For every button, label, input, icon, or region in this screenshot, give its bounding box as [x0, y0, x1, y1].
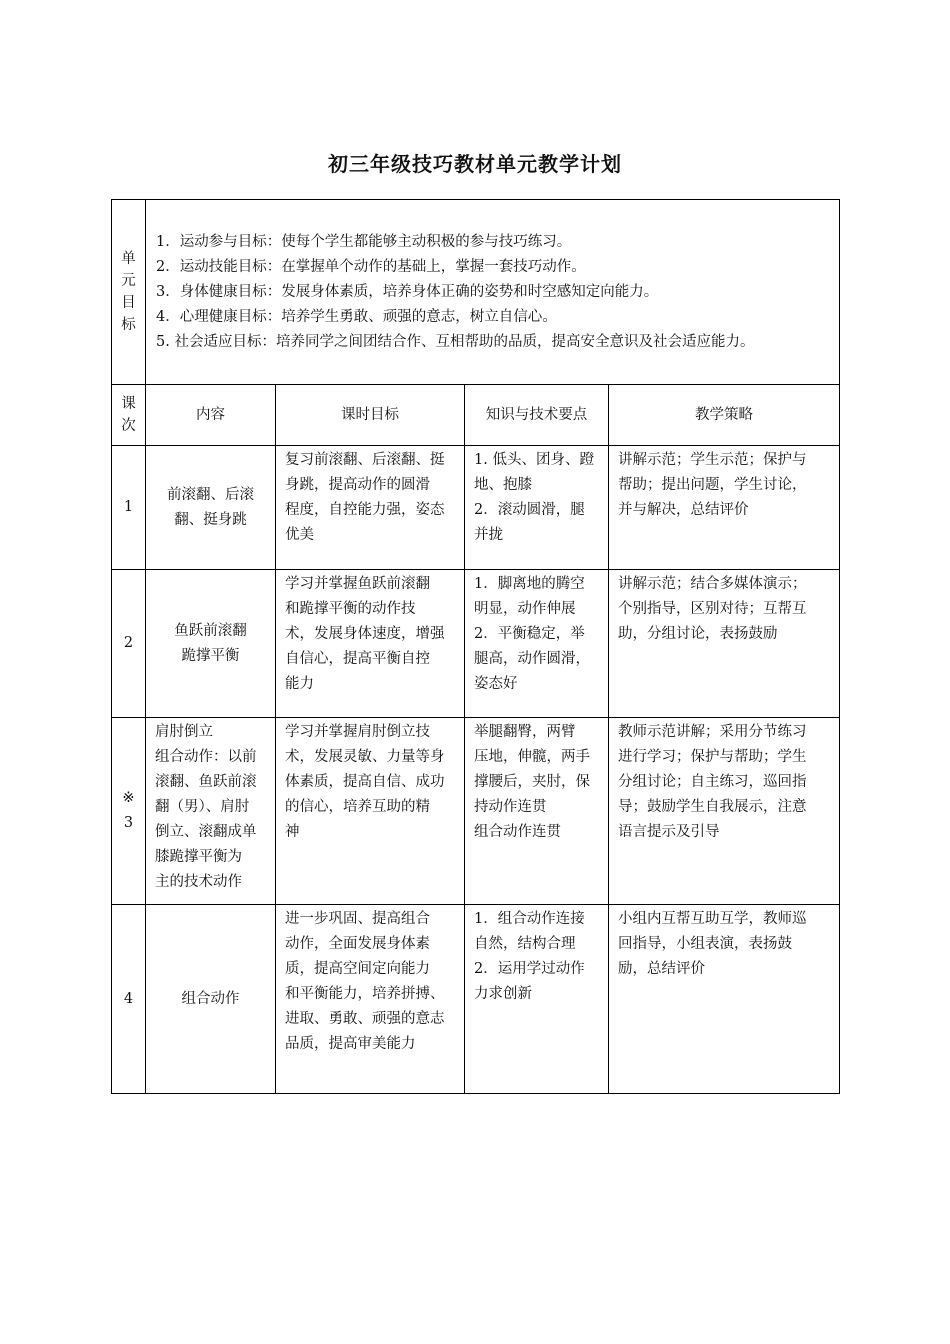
unit-goals-list [146, 200, 840, 385]
lesson-number: 1 [112, 446, 146, 570]
header-content: 内容 [146, 385, 276, 446]
unit-goals-row [112, 200, 840, 385]
lesson-objective: 进一步巩固、提高组合 动作，全面发展身体素 质，提高空间定向能力 和平衡能力，培养拼搏、 进取、勇敢、顽强的意志 品质，提高审美能力 [276, 905, 465, 1094]
lesson-content: 肩肘倒立 组合动作：以前 滚翻、鱼跃前滚 翻（男）、肩肘 倒立、滚翻成单 膝跪撑平衡为 主的技术动作 [146, 718, 276, 905]
lesson-knowledge: 1. 低头、团身、蹬 地、抱膝 2．滚动圆滑，腿 并拢 [465, 446, 609, 570]
header-knowledge: 知识与技术要点 [465, 385, 609, 446]
header-strategy: 教学策略 [609, 385, 840, 446]
lesson-content: 前滚翻、后滚 翻、挺身跳 [146, 446, 276, 570]
unit-goals-label: 单 元 目 标 [112, 200, 146, 385]
header-lesson: 课 次 [112, 385, 146, 446]
unit-goal-item: 2．运动技能目标：在掌握单个动作的基础上，掌握一套技巧动作。 [156, 259, 586, 275]
lesson-objective: 学习并掌握肩肘倒立技 术，发展灵敏、力量等身 体素质，提高自信、成功 的信心，培养互助的精 神 [276, 718, 465, 905]
page-title: 初三年级技巧教材单元教学计划 [328, 152, 622, 176]
lesson-strategy: 教师示范讲解；采用分节练习 进行学习；保护与帮助；学生 分组讨论；自主练习，巡回指 导；鼓励学生自我展示，注意 语言提示及引导 [609, 718, 840, 905]
table-row [112, 446, 840, 570]
lesson-number: 4 [112, 905, 146, 1094]
lesson-knowledge: 举腿翻臀，两臂 压地，伸髋，两手 撑腰后，夹肘，保 持动作连贯 组合动作连贯 [465, 718, 609, 905]
header-objective: 课时目标 [276, 385, 465, 446]
lesson-strategy: 小组内互帮互助互学，教师巡 回指导，小组表演，表扬鼓 励，总结评价 [609, 905, 840, 1094]
lesson-knowledge: 1．组合动作连接 自然，结构合理 2．运用学过动作 力求创新 [465, 905, 609, 1094]
lesson-knowledge: 1．脚离地的腾空 明显，动作伸展 2．平衡稳定，举 腿高，动作圆滑， 姿态好 [465, 570, 609, 718]
unit-goal-item: 4．心理健康目标：培养学生勇敢、顽强的意志，树立自信心。 [156, 309, 557, 325]
lesson-number: 2 [112, 570, 146, 718]
table-header-row [112, 385, 840, 446]
table-row [112, 905, 840, 1094]
lesson-content: 鱼跃前滚翻 跪撑平衡 [146, 570, 276, 718]
table-row [112, 570, 840, 718]
lesson-strategy: 讲解示范；结合多媒体演示； 个别指导，区别对待；互帮互 助，分组讨论，表扬鼓励 [609, 570, 840, 718]
table-row [112, 718, 840, 905]
lesson-plan-table [111, 199, 840, 1094]
lesson-objective: 复习前滚翻、后滚翻、挺 身跳，提高动作的圆滑 程度，自控能力强，姿态 优美 [276, 446, 465, 570]
unit-goal-item: 3．身体健康目标：发展身体素质，培养身体正确的姿势和时空感知定向能力。 [156, 284, 659, 300]
unit-goal-item: 5. 社会适应目标：培养同学之间团结合作、互相帮助的品质，提高安全意识及社会适应能力。 [156, 334, 755, 350]
lesson-content: 组合动作 [146, 905, 276, 1094]
lesson-number: ※ 3 [112, 718, 146, 905]
lesson-objective: 学习并掌握鱼跃前滚翻 和跪撑平衡的动作技 术，发展身体速度，增强 自信心，提高平衡自控 能力 [276, 570, 465, 718]
unit-goal-item: 1．运动参与目标：使每个学生都能够主动积极的参与技巧练习。 [156, 234, 572, 250]
lesson-strategy: 讲解示范；学生示范；保护与 帮助；提出问题，学生讨论， 并与解决，总结评价 [609, 446, 840, 570]
